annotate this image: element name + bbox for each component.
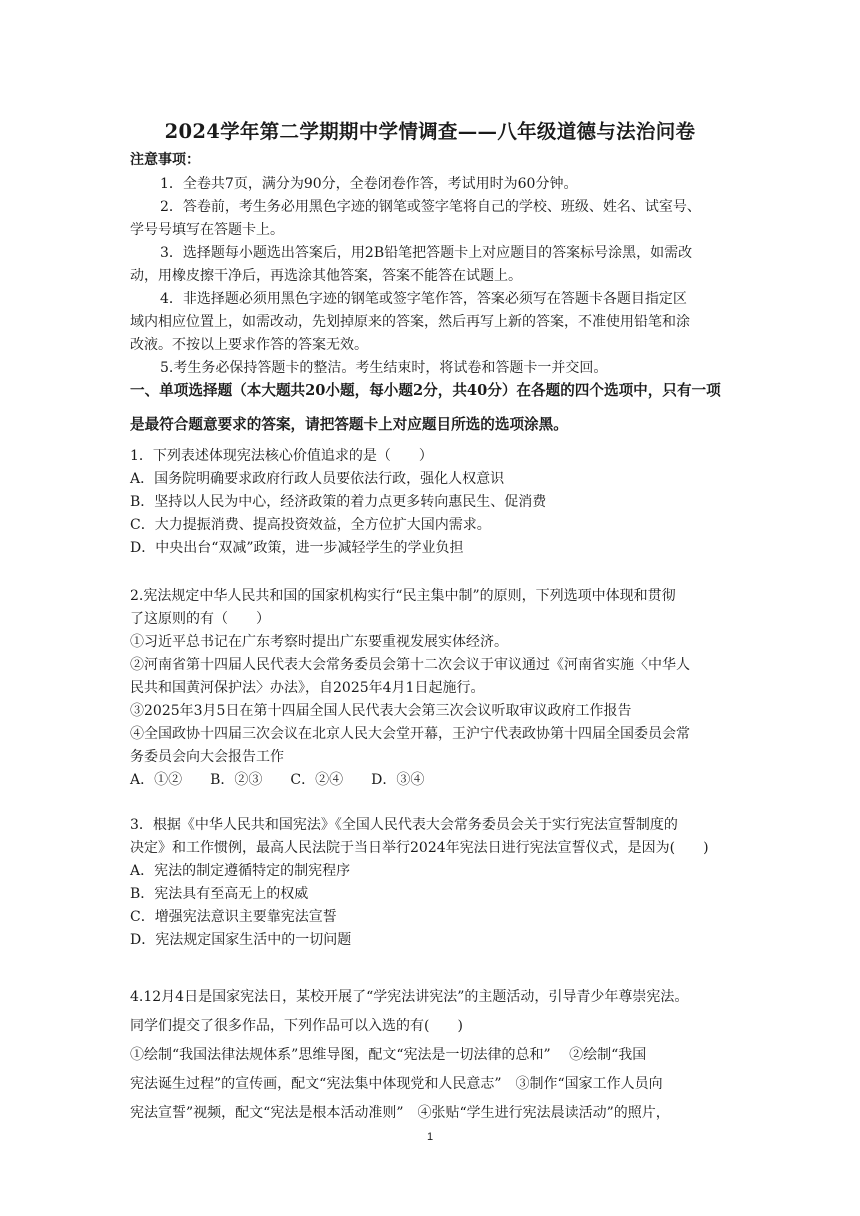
- question-4-line: 同学们提交了很多作品，下列作品可以入选的有( ): [130, 1018, 463, 1034]
- notice-line: 学号号填写在答题卡上。: [130, 222, 284, 238]
- notice-line: 2．答卷前，考生务必用黑色字迹的钢笔或签字笔将自己的学校、班级、姓名、试室号、: [160, 199, 701, 215]
- notice-line: 动，用橡皮擦干净后，再选涂其他答案，答案不能答在试题上。: [130, 268, 522, 284]
- question-2-line: ④全国政协十四届三次会议在北京人民大会堂开幕，王沪宁代表政协第十四届全国委员会常: [130, 726, 690, 742]
- question-2-line: 民共和国黄河保护法〉办法》，自2025年4月1日起施行。: [130, 680, 485, 696]
- notice-line: 域内相应位置上，如需改动，先划掉原来的答案，然后再写上新的答案，不准使用铅笔和涂: [130, 314, 690, 330]
- question-4-line: 宪法诞生过程”的宣传画，配文“宪法集中体现党和人民意志” ③制作“国家工作人员向: [130, 1076, 663, 1092]
- page-number: 1: [426, 1131, 434, 1143]
- question-3-option: D．宪法规定国家生活中的一切问题: [130, 932, 352, 948]
- question-4-line: 4.12月4日是国家宪法日，某校开展了“学宪法讲宪法”的主题活动，引导青少年尊崇宪法。: [130, 989, 689, 1005]
- question-3-option: A．宪法的制定遵循特定的制宪程序: [130, 863, 351, 879]
- notice-heading: 注意事项：: [130, 152, 200, 168]
- question-1-option: C．大力提振消费、提高投资效益，全方位扩大国内需求。: [130, 517, 491, 533]
- section-heading: 一、单项选择题（本大题共20小题，每小题2分，共40分）在各题的四个选项中，只有一项: [130, 382, 721, 399]
- notice-line: 5.考生务必保持答题卡的整洁。考生结束时，将试卷和答题卡一并交回。: [160, 360, 608, 376]
- question-2-line: ①习近平总书记在广东考察时提出广东要重视发展实体经济。: [130, 634, 508, 650]
- question-3-option: C．增强宪法意识主要靠宪法宣誓: [130, 909, 337, 925]
- question-2-line: 务委员会向大会报告工作: [130, 749, 284, 765]
- question-1-option: A．国务院明确要求政府行政人员要依法行政，强化人权意识: [130, 471, 505, 487]
- section-heading: 是最符合题意要求的答案，请把答题卡上对应题目所选的选项涂黑。: [130, 416, 568, 433]
- question-3-option: B．宪法具有至高无上的权威: [130, 886, 309, 902]
- question-1-option: D．中央出台“双减”政策，进一步减轻学生的学业负担: [130, 540, 464, 556]
- question-2-line: ③2025年3月5日在第十四届全国人民代表大会第三次会议听取审议政府工作报告: [130, 703, 632, 719]
- notice-line: 改液。不按以上要求作答的答案无效。: [130, 337, 368, 353]
- question-1-option: B．坚持以人民为中心，经济政策的着力点更多转向惠民生、促消费: [130, 494, 547, 510]
- question-4-line: 宪法宣誓”视频，配文“宪法是根本活动准则” ④张贴“学生进行宪法晨读活动”的照片，: [130, 1105, 670, 1121]
- question-3-line: 决定》和工作惯例，最高人民法院于当日举行2024年宪法日进行宪法宣誓仪式，是因为( ): [130, 840, 709, 856]
- question-2-line: ②河南省第十四届人民代表大会常务委员会第十二次会议于审议通过《河南省实施〈中华人: [130, 657, 690, 673]
- page-title: 2024学年第二学期期中学情调查——八年级道德与法治问卷: [164, 120, 696, 143]
- notice-line: 1．全卷共7页，满分为90分，全卷闭卷作答，考试用时为60分钟。: [160, 176, 578, 192]
- question-3-line: 3．根据《中华人民共和国宪法》《全国人民代表大会常务委员会关于实行宪法宣誓制度的: [130, 817, 678, 833]
- question-2-options: A．①② B．②③ C．②④ D．③④: [130, 772, 425, 788]
- question-2-line: 了这原则的有（ ）: [130, 611, 270, 627]
- notice-line: 4．非选择题必须用黑色字迹的钢笔或签字笔作答，答案必须写在答题卡各题目指定区: [160, 291, 687, 307]
- question-4-line: ①绘制“我国法律法规体系”思维导图，配文“宪法是一切法律的总和” ②绘制“我国: [130, 1047, 647, 1063]
- question-1-stem: 1．下列表述体现宪法核心价值追求的是（ ）: [130, 448, 433, 464]
- question-2-line: 2.宪法规定中华人民共和国的国家机构实行“民主集中制”的原则，下列选项中体现和贯彻: [130, 588, 676, 604]
- notice-line: 3．选择题每小题选出答案后，用2B铅笔把答题卡上对应题目的答案标号涂黑，如需改: [160, 245, 693, 261]
